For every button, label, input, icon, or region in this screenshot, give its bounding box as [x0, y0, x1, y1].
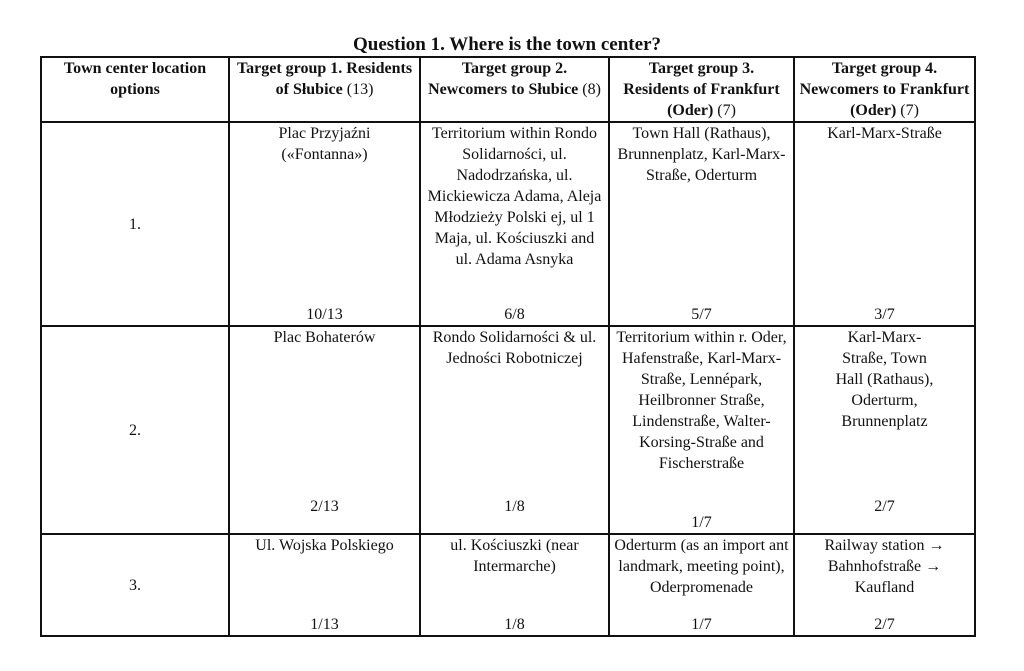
row-label: 2. [129, 421, 141, 439]
row-label-cell [41, 122, 229, 326]
header-group-4: Target group 4. Newcomers to Frankfurt (Oder) (7) [794, 57, 975, 122]
table-row [41, 122, 975, 326]
cell-text: Territorium within r. Oder, Hafenstraße, Karl-Marx-Straße, Lennépark, Heilbronner Straße, Lindenstraße, Walter-Korsing-Straße and Fischerstraße [616, 329, 787, 472]
row-label: 3. [129, 576, 141, 594]
cell-fraction: 10/13 [306, 306, 343, 323]
cell-text: Plac Przyjaźni («Fontanna») [278, 125, 371, 163]
table-cell [420, 122, 609, 326]
table-title: Question 1. Where is the town center? [352, 34, 662, 55]
cell-fraction: 5/7 [691, 306, 712, 323]
cell-text: Karl-Marx-Straße [827, 125, 942, 142]
cell-fraction: 1/8 [504, 498, 525, 515]
cell-text: Rondo Solidarności & ul. Jedności Robotniczej [432, 329, 597, 367]
cell-text: Railway station → Bahnhofstraße → Kaufland [824, 537, 945, 596]
table-cell [609, 534, 794, 636]
cell-text: Town Hall (Rathaus), Brunnenplatz, Karl-Marx-Straße, Oderturm [617, 125, 786, 184]
cell-fraction: 1/7 [691, 514, 712, 531]
table-cell [609, 122, 794, 326]
cell-fraction: 2/13 [310, 498, 339, 515]
row-label-cell [41, 534, 229, 636]
cell-fraction: 2/7 [874, 616, 895, 633]
cell-fraction: 1/7 [691, 616, 712, 633]
cell-text: Ul. Wojska Polskiego [255, 537, 394, 554]
cell-text: ul. Kościuszki (near Intermarche) [450, 537, 579, 575]
cell-fraction: 3/7 [874, 306, 895, 323]
cell-fraction: 2/7 [874, 498, 895, 515]
table-cell [609, 326, 794, 534]
cell-text: Territorium within Rondo Solidarności, ul. Nadodrzańska, ul. Mickiewicza Adama, Aleja Młodzieży Polski ej, ul 1 Maja, ul. Kościuszki and ul. Adama Asnyka [427, 125, 602, 268]
table-cell [794, 534, 975, 636]
cell-fraction: 1/13 [310, 616, 339, 633]
header-group-3: Target group 3. Residents of Frankfurt (Oder) (7) [609, 57, 794, 122]
cell-fraction: 1/8 [504, 616, 525, 633]
cell-text: Oderturm (as an import ant landmark, meeting point), Oderpromenade [614, 537, 789, 596]
header-group-1: Target group 1. Residents of Słubice (13) [229, 57, 420, 122]
row-label-cell [41, 326, 229, 534]
table-cell [794, 122, 975, 326]
cell-fraction: 6/8 [504, 306, 525, 323]
header-location-options: Town center location options [41, 57, 229, 122]
row-label: 1. [129, 215, 141, 233]
table-cell [229, 122, 420, 326]
header-group-2: Target group 2. Newcomers to Słubice (8) [420, 57, 609, 122]
cell-text: Karl-Marx-Straße, Town Hall (Rathaus), Oderturm, Brunnenplatz [835, 329, 934, 430]
cell-text: Plac Bohaterów [273, 329, 376, 346]
table-cell [794, 326, 975, 534]
survey-table [40, 56, 976, 637]
header-row [41, 57, 975, 122]
table-cell [420, 534, 609, 636]
table-cell [420, 326, 609, 534]
table-cell [229, 534, 420, 636]
table-row [41, 534, 975, 636]
table-row [41, 326, 975, 534]
table-cell [229, 326, 420, 534]
